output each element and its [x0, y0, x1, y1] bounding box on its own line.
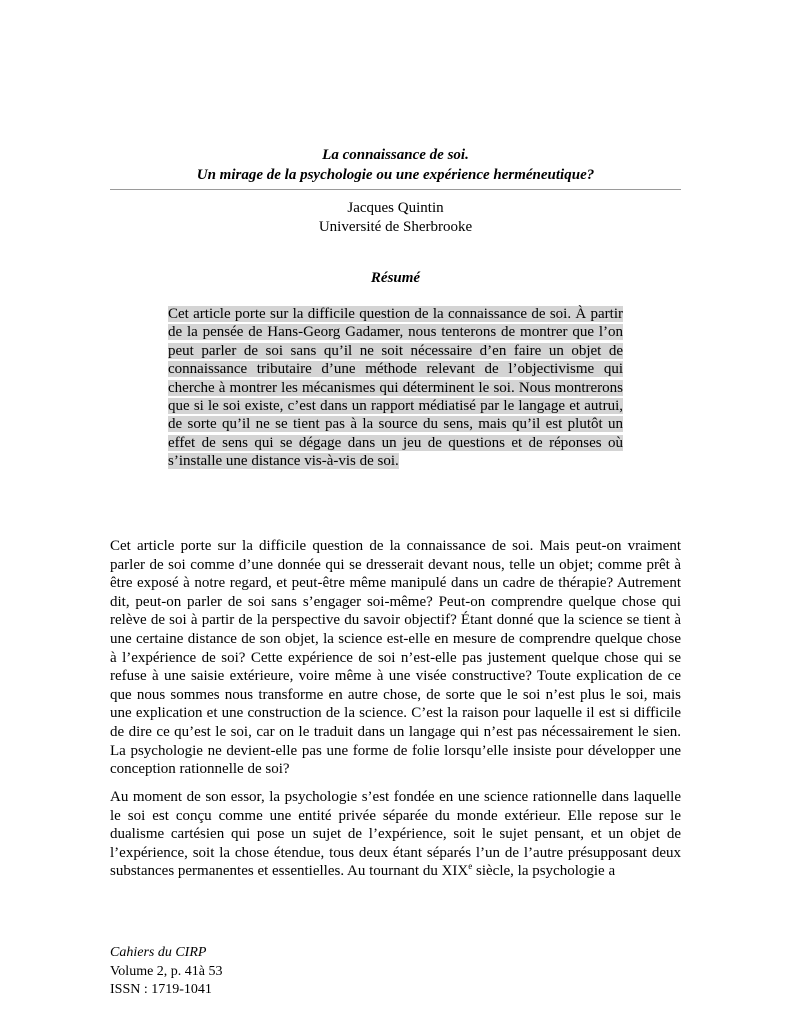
footer-citation — [110, 944, 223, 1000]
title-line-2: Un mirage de la psychologie ou une expérience herméneutique? — [196, 167, 595, 183]
author-affiliation: Université de Sherbrooke — [318, 219, 473, 235]
abstract-text[interactable] — [168, 305, 623, 471]
paragraph-2-start: Au moment de son essor, la psychologie s’est fondée en une science rationnelle dans laquelle le soi est conçu comme une entité privée séparée du monde extérieur. Elle repose sur le dualisme cartésien qui pose un sujet de l’expérience, soit le sujet pensant, et un objet de l’expérience, soit la chose étendue, tous deux étant séparés l’un de l’autre présupposant deux substances permanentes et essentielles. Au tournant du XIX — [110, 789, 681, 880]
author-name: Jacques Quintin — [347, 200, 444, 216]
title-divider — [110, 189, 681, 190]
body-paragraph-1: Cet article porte sur la difficile question de la connaissance de soi. Mais peut-on vraiment parler de soi comme d’une donnée qui se dresserait devant nous, telle un objet; comme prêt à être exposé à notre regard, et peut-être même manipulé dans un cadre de thérapie? Autrement dit, peut-on parler de soi sans s’engager soi-même? Peut-on comprendre quelque chose qui relève de soi à partir de la perspective du savoir objectif? Étant donné que la science se tient à une certaine distance de son objet, la science est-elle en mesure de comprendre quelque chose à l’expérience de soi? Cette expérience de soi n’est-elle pas justement quelque chose qui se refuse à une saisie extérieure, voire même à une visée constructive? Toute explication de ce que nous sommes nous transforme en autre chose, de sorte que le soi n’est plus le soi, mais une explication et une construction de la science. C’est la raison pour laquelle il est si difficile de dire ce qu’est le soi, car on le traduit dans un langage qui n’est pas nécessairement le sien. La psychologie ne devient-elle pas une forme de folie lorsqu’elle insiste pour développer une conception rationnelle de soi? — [110, 538, 681, 778]
abstract-heading: Résumé — [370, 270, 421, 286]
paragraph-2-end: siècle, la psychologie a — [472, 863, 616, 880]
century-superscript: e — [468, 861, 473, 872]
body-paragraph-2 — [110, 788, 681, 881]
abstract-highlighted-text[interactable]: Cet article porte sur la difficile question de la connaissance de soi. À partir de la pensée de Hans-Georg Gadamer, nous tenterons de montrer que l’on peut parler de soi sans qu’il ne soit nécessaire d’en faire un objet de connaissance tributaire d’une méthode relevant de l’objectivisme qui cherche à montrer les mécanismes qui déterminent le soi. Nous montrerons que si le soi existe, c’est dans un rapport médiatisé par le langage et autrui, de sorte qu’il ne se tient pas à la source du sens, mais qu’il est plutôt un effet de sens qui se dégage dans un jeu de questions et de réponses où s’installe une distance vis-à-vis de soi. — [168, 306, 623, 470]
article-title — [110, 145, 681, 185]
issn: ISSN : 1719-1041 — [110, 982, 212, 997]
journal-name: Cahiers du CIRP — [110, 945, 207, 960]
volume-pages: Volume 2, p. 41à 53 — [110, 963, 223, 979]
author-block — [110, 199, 681, 237]
title-line-1: La connaissance de soi. — [322, 147, 469, 163]
